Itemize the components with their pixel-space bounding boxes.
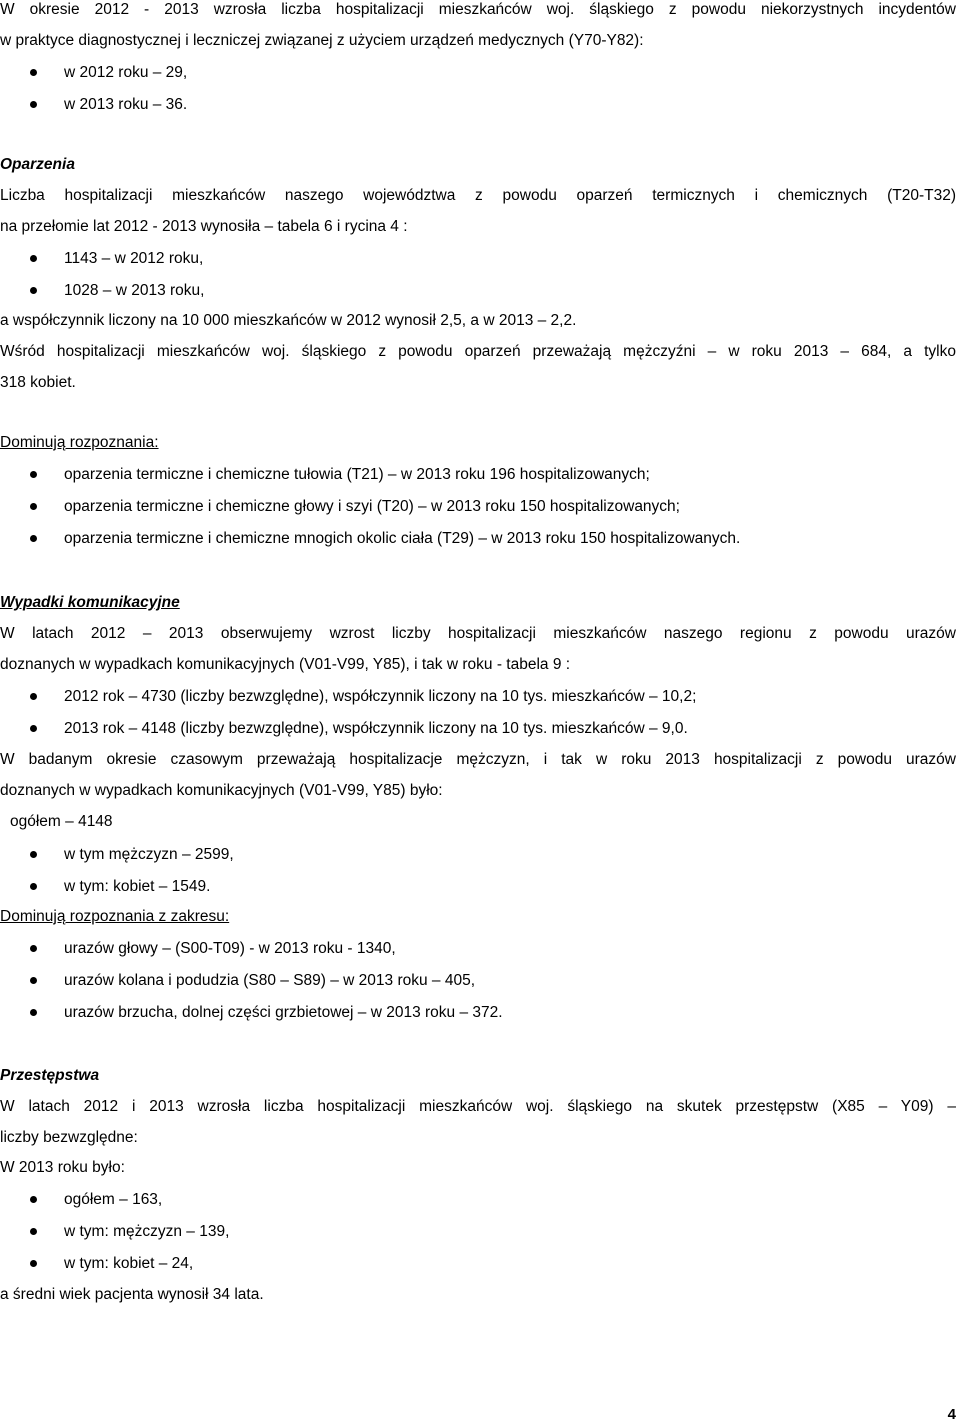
burns-line-3: a współczynnik liczony na 10 000 mieszkańców w 2012 wynosił 2,5, a w 2013 – 2,2. [0,312,577,329]
list-item: oparzenia termiczne i chemiczne głowy i szyi (T20) – w 2013 roku 150 hospitalizowanych; [64,498,680,515]
burns-line-2: na przełomie lat 2012 - 2013 wynosiła – tabela 6 i rycina 4 : [0,218,408,235]
list-item: 1028 – w 2013 roku, [64,282,205,299]
bullet-icon [30,503,37,510]
list-item: ogółem – 163, [64,1191,163,1208]
bullet-icon [30,883,37,890]
page-number: 4 [947,1406,956,1423]
traffic-line-5: ogółem – 4148 [10,813,113,830]
burns-line-1: Liczba hospitalizacji mieszkańców naszego województwa z powodu oparzeń termicznych i chemicznych (T20-T32) [0,187,956,204]
burns-diagnoses-heading: Dominują rozpoznania: [0,434,159,451]
crime-line-3: W 2013 roku było: [0,1159,125,1176]
bullet-icon [30,693,37,700]
section-heading-traffic: Wypadki komunikacyjne [0,594,180,611]
bullet-icon [30,255,37,262]
bullet-icon [30,1009,37,1016]
list-item: 1143 – w 2012 roku, [64,250,204,267]
traffic-line-3: W badanym okresie czasowym przeważają hospitalizacje mężczyzn, i tak w roku 2013 hospitalizacji z powodu urazów [0,751,956,768]
list-item: 2012 rok – 4730 (liczby bezwzględne), współczynnik liczony na 10 tys. mieszkańców – 10,2; [64,688,697,705]
bullet-icon [30,69,37,76]
section-heading-crime: Przestępstwa [0,1067,100,1084]
bullet-icon [30,471,37,478]
bullet-icon [30,977,37,984]
bullet-icon [30,725,37,732]
list-item: w tym: kobiet – 24, [64,1255,194,1272]
traffic-line-2: doznanych w wypadkach komunikacyjnych (V01-V99, Y85), i tak w roku - tabela 9 : [0,656,571,673]
list-item: oparzenia termiczne i chemiczne mnogich okolic ciała (T29) – w 2013 roku 150 hospitalizowanych. [64,530,741,547]
bullet-icon [30,101,37,108]
list-item: w tym: kobiet – 1549. [64,878,211,895]
intro-line-1: W okresie 2012 - 2013 wzrosła liczba hospitalizacji mieszkańców woj. śląskiego z powodu niekorzystnych incydentów [0,1,956,18]
crime-line-1: W latach 2012 i 2013 wzrosła liczba hospitalizacji mieszkańców woj. śląskiego na skutek przestępstw (X85 – Y09) – [0,1098,956,1115]
traffic-diagnoses-heading: Dominują rozpoznania z zakresu: [0,908,230,925]
list-item: oparzenia termiczne i chemiczne tułowia (T21) – w 2013 roku 196 hospitalizowanych; [64,466,650,483]
bullet-icon [30,1196,37,1203]
traffic-line-4: doznanych w wypadkach komunikacyjnych (V01-V99, Y85) było: [0,782,443,799]
crime-line-4: a średni wiek pacjenta wynosił 34 lata. [0,1286,264,1303]
list-item: 2013 rok – 4148 (liczby bezwzględne), współczynnik liczony na 10 tys. mieszkańców – 9,0. [64,720,688,737]
bullet-icon [30,287,37,294]
intro-line-2: w praktyce diagnostycznej i leczniczej związanej z użyciem urządzeń medycznych (Y70-Y82): [0,32,644,49]
section-heading-burns: Oparzenia [0,156,75,173]
traffic-line-1: W latach 2012 – 2013 obserwujemy wzrost liczby hospitalizacji mieszkańców naszego regionu z powodu urazów [0,625,956,642]
bullet-icon [30,1228,37,1235]
list-item: urazów głowy – (S00-T09) - w 2013 roku - 1340, [64,940,396,957]
list-item: w tym: mężczyzn – 139, [64,1223,230,1240]
bullet-icon [30,535,37,542]
burns-line-5: 318 kobiet. [0,374,76,391]
bullet-icon [30,1260,37,1267]
bullet-icon [30,945,37,952]
bullet-icon [30,851,37,858]
list-item: urazów brzucha, dolnej części grzbietowej – w 2013 roku – 372. [64,1004,503,1021]
list-item: urazów kolana i podudzia (S80 – S89) – w 2013 roku – 405, [64,972,476,989]
list-item: w tym mężczyzn – 2599, [64,846,234,863]
list-item: w 2012 roku – 29, [64,64,188,81]
list-item: w 2013 roku – 36. [64,96,188,113]
crime-line-2: liczby bezwzględne: [0,1129,138,1146]
burns-line-4: Wśród hospitalizacji mieszkańców woj. śląskiego z powodu oparzeń przeważają mężczyźni – w roku 2013 – 684, a tylko [0,343,956,360]
